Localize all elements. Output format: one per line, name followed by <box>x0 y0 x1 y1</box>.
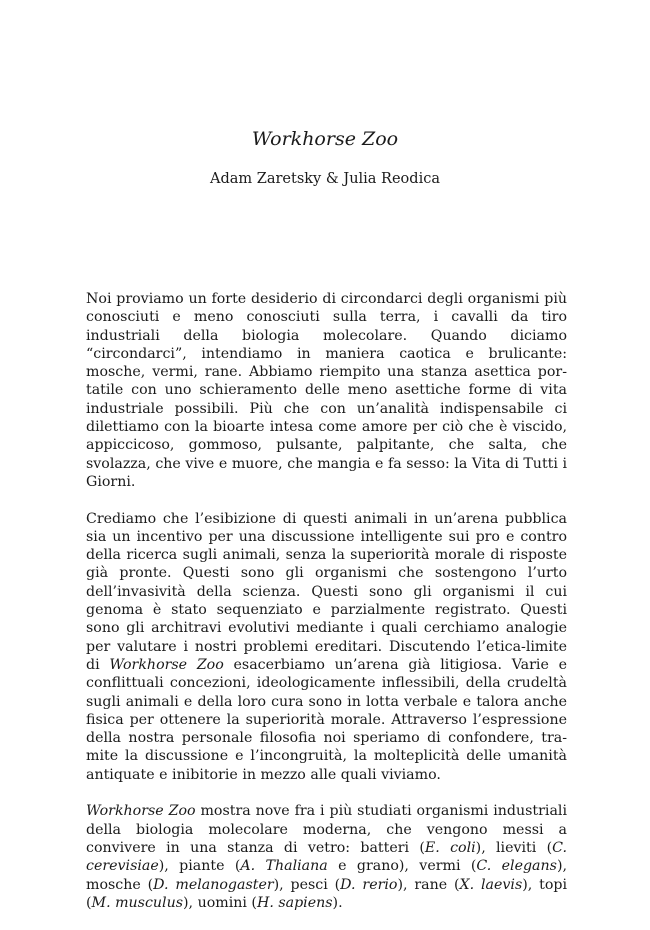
paragraph-3-text: e grano), vermi ( <box>327 858 477 875</box>
document-authors: Adam Zaretsky & Julia Reodica <box>210 171 440 187</box>
paragraph-3-text: ), uomini ( <box>183 894 257 911</box>
species-name: E. coli <box>424 839 476 856</box>
paragraph-3-title-ref: Workhorse Zoo <box>86 803 196 820</box>
paragraph-3-text: ), lieviti ( <box>475 839 553 856</box>
paragraph-2-text-a: Crediamo che l’esibizione di questi animali in un’arena pubblica sia un incentivo per una discussione intelligente sui pro e contro della ricerca sugli animali, senza la superiorità morale di risposte già pronte. Questi sono gli organismi che sostengono l’urto dell’invasività della scienza. Questi sono gli organismi il cui genoma è stato sequenziato e parzialmente registrato. Questi sono gli architravi evolutivi mediante i quali cerchiamo analogie per valutare i nostri problemi ereditari. Discutendo l’etica-limite di <box>86 510 567 673</box>
paragraph-3-text: ), mosche ( <box>86 858 567 893</box>
paragraph-3-text: ). <box>332 894 343 911</box>
paragraph-3-text: ), topi ( <box>86 876 567 911</box>
paragraph-3-text: ), pesci ( <box>273 876 341 893</box>
species-name: H. sapiens <box>256 894 333 911</box>
species-name: C. cerevisiae <box>86 839 567 875</box>
species-name: M. musculus <box>91 894 184 911</box>
paragraph-2-title-ref: Workhorse Zoo <box>109 656 224 673</box>
species-name: X. laevis <box>459 876 523 893</box>
paragraph-2 <box>86 510 567 784</box>
species-name: A. Thaliana <box>240 858 328 875</box>
paragraph-2-text-b: esacerbiamo un’arena già litigiosa. Varie e conflittuali concezioni, ideologicamente inflessibili, della crudeltà sugli animali e della loro cura sono in lotta verbale e talora anche fisica per ottenere la superiorità morale. Attraverso l’espressione della nostra personale filosofia noi speriamo di confondere, tramite la discussione e l’incongruità, la molteplicità delle umanità antiquate e inibitorie in mezzo alle quali viviamo. <box>86 656 567 783</box>
paragraph-3 <box>86 802 567 912</box>
paragraph-3-text: mostra nove fra i più studiati organismi industriali della biologia molecolare moderna, che vengono messi a convivere in una stanza di vetro: batteri ( <box>86 803 567 856</box>
species-name: D. rerio <box>340 876 398 893</box>
species-name: C. elegans <box>476 858 557 875</box>
paragraph-3-text: ), rane ( <box>397 876 460 893</box>
species-name: D. melanogaster <box>153 876 274 893</box>
paragraph-3-text: ), piante ( <box>158 858 241 875</box>
document-title: Workhorse Zoo <box>251 128 399 150</box>
body-text <box>86 290 567 930</box>
paragraph-1: Noi proviamo un forte desiderio di circondarci degli organismi più conosciuti e meno conosciuti sulla terra, i cavalli da tiro industriali della biologia molecolare. Quando diciamo “circondarci”, intendiamo in maniera caotica e brulicante: mosche, vermi, rane. Abbiamo riempito una stanza asettica portatile con uno schieramento delle meno asettiche forme di vita industriale possibili. Più che con un’analità indispensabile ci dilettiamo con la bioarte intesa come amore per ciò che è viscido, appiccicoso, gommoso, pulsante, palpitante, che salta, che svolazza, che vive e muore, che mangia e fa sesso: la Vita di Tutti i Giorni. <box>86 291 567 490</box>
